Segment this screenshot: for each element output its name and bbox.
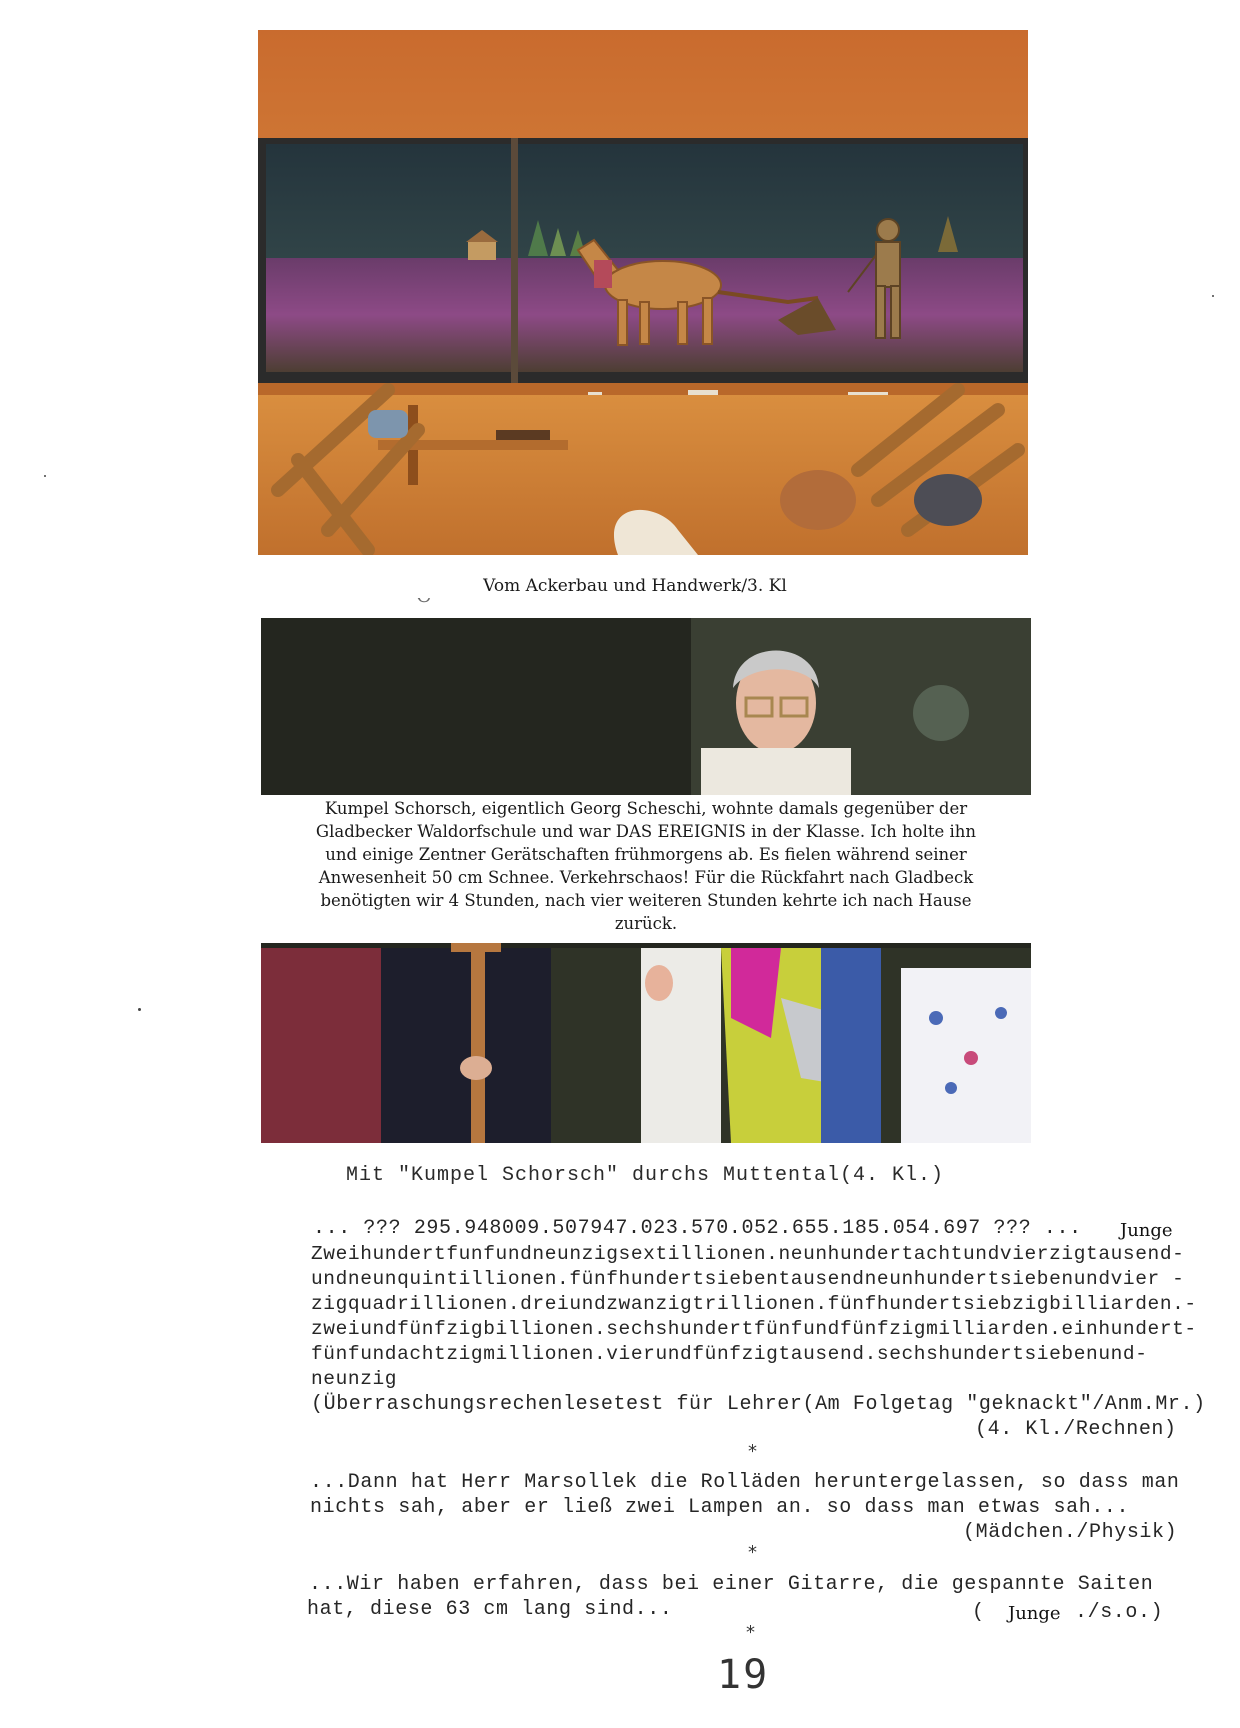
photo2-overlay-text bbox=[261, 795, 1031, 943]
separator-star: * bbox=[748, 1441, 757, 1462]
quote3-line: hat, diese 63 cm lang sind... bbox=[307, 1598, 673, 1621]
quote3-line: ...Wir haben erfahren, dass bei einer Gitarre, die gespannte Saiten bbox=[309, 1573, 1154, 1596]
number-words-line: Zweihundertfunfundneunzigsextillionen.neunhundertachtundvierzigtausend- bbox=[311, 1243, 1185, 1265]
quote-note-source: (4. Kl./Rechnen) bbox=[975, 1418, 1177, 1441]
separator-star: * bbox=[748, 1542, 757, 1563]
quote2-line: nichts sah, aber er ließ zwei Lampen an. so dass man etwas sah... bbox=[310, 1496, 1130, 1519]
quote3-author: Junge bbox=[1008, 1603, 1061, 1624]
quote2-line: ...Dann hat Herr Marsollek die Rolläden heruntergelassen, so dass man bbox=[310, 1471, 1180, 1494]
quote3-source-open: ( bbox=[972, 1601, 985, 1624]
overlay-line: Gladbecker Waldorfschule und war DAS EREIGNIS in der Klasse. Ich holte ihn bbox=[315, 822, 977, 841]
number-line: ... ??? 295.948009.507947.023.570.052.655.185.054.697 ??? ... bbox=[313, 1217, 1082, 1240]
number-words-line: zigquadrillionen.dreiundzwanzigtrillionen.fünfhundertsiebzigbilliarden.- bbox=[311, 1293, 1197, 1315]
overlay-line: Kumpel Schorsch, eigentlich Georg Scheschi, wohnte damals gegenüber der bbox=[324, 799, 968, 818]
chalkboard-photo-drawing bbox=[258, 30, 1028, 555]
page-number: 19 bbox=[717, 1652, 770, 1698]
number-author: Junge bbox=[1120, 1220, 1173, 1241]
overlay-line: zurück. bbox=[614, 914, 678, 933]
separator-star: * bbox=[746, 1622, 755, 1643]
quote2-source: (Mädchen./Physik) bbox=[963, 1521, 1178, 1544]
quote3-source-close: ./s.o.) bbox=[1075, 1601, 1164, 1624]
chalkboard-photo bbox=[258, 30, 1028, 555]
photo1-caption: Vom Ackerbau und Handwerk/3. Kl bbox=[400, 574, 870, 598]
scan-speck bbox=[138, 1008, 141, 1011]
overlay-line: benötigten wir 4 Stunden, nach vier weiteren Stunden kehrte ich nach Hause bbox=[320, 891, 972, 910]
overlay-line: und einige Zentner Gerätschaften frühmorgens ab. Es fielen während seiner bbox=[325, 845, 967, 864]
photo2-caption: Mit "Kumpel Schorsch" durchs Muttental(4. Kl.) bbox=[345, 1164, 945, 1187]
overlay-line: Anwesenheit 50 cm Schnee. Verkehrschaos! Für die Rückfahrt nach Gladbeck bbox=[318, 868, 974, 887]
number-words-line: zweiundfünfzigbillionen.sechshundertfünfundfünfzigmilliarden.einhundert- bbox=[311, 1318, 1197, 1340]
number-words-line: neunzig bbox=[311, 1368, 398, 1390]
number-words-line: fünfundachtzigmillionen.vierundfünfzigtausend.sechshundertsiebenund- bbox=[311, 1343, 1148, 1365]
number-words-line: undneunquintillionen.fünfhundertsiebentausendneunhundertsiebenundvier - bbox=[311, 1268, 1185, 1290]
scan-speck bbox=[44, 475, 46, 477]
quote-note: (Überraschungsrechenlesetest für Lehrer(Am Folgetag "geknackt"/Anm.Mr.) bbox=[311, 1393, 1206, 1416]
scan-speck bbox=[1212, 295, 1214, 297]
